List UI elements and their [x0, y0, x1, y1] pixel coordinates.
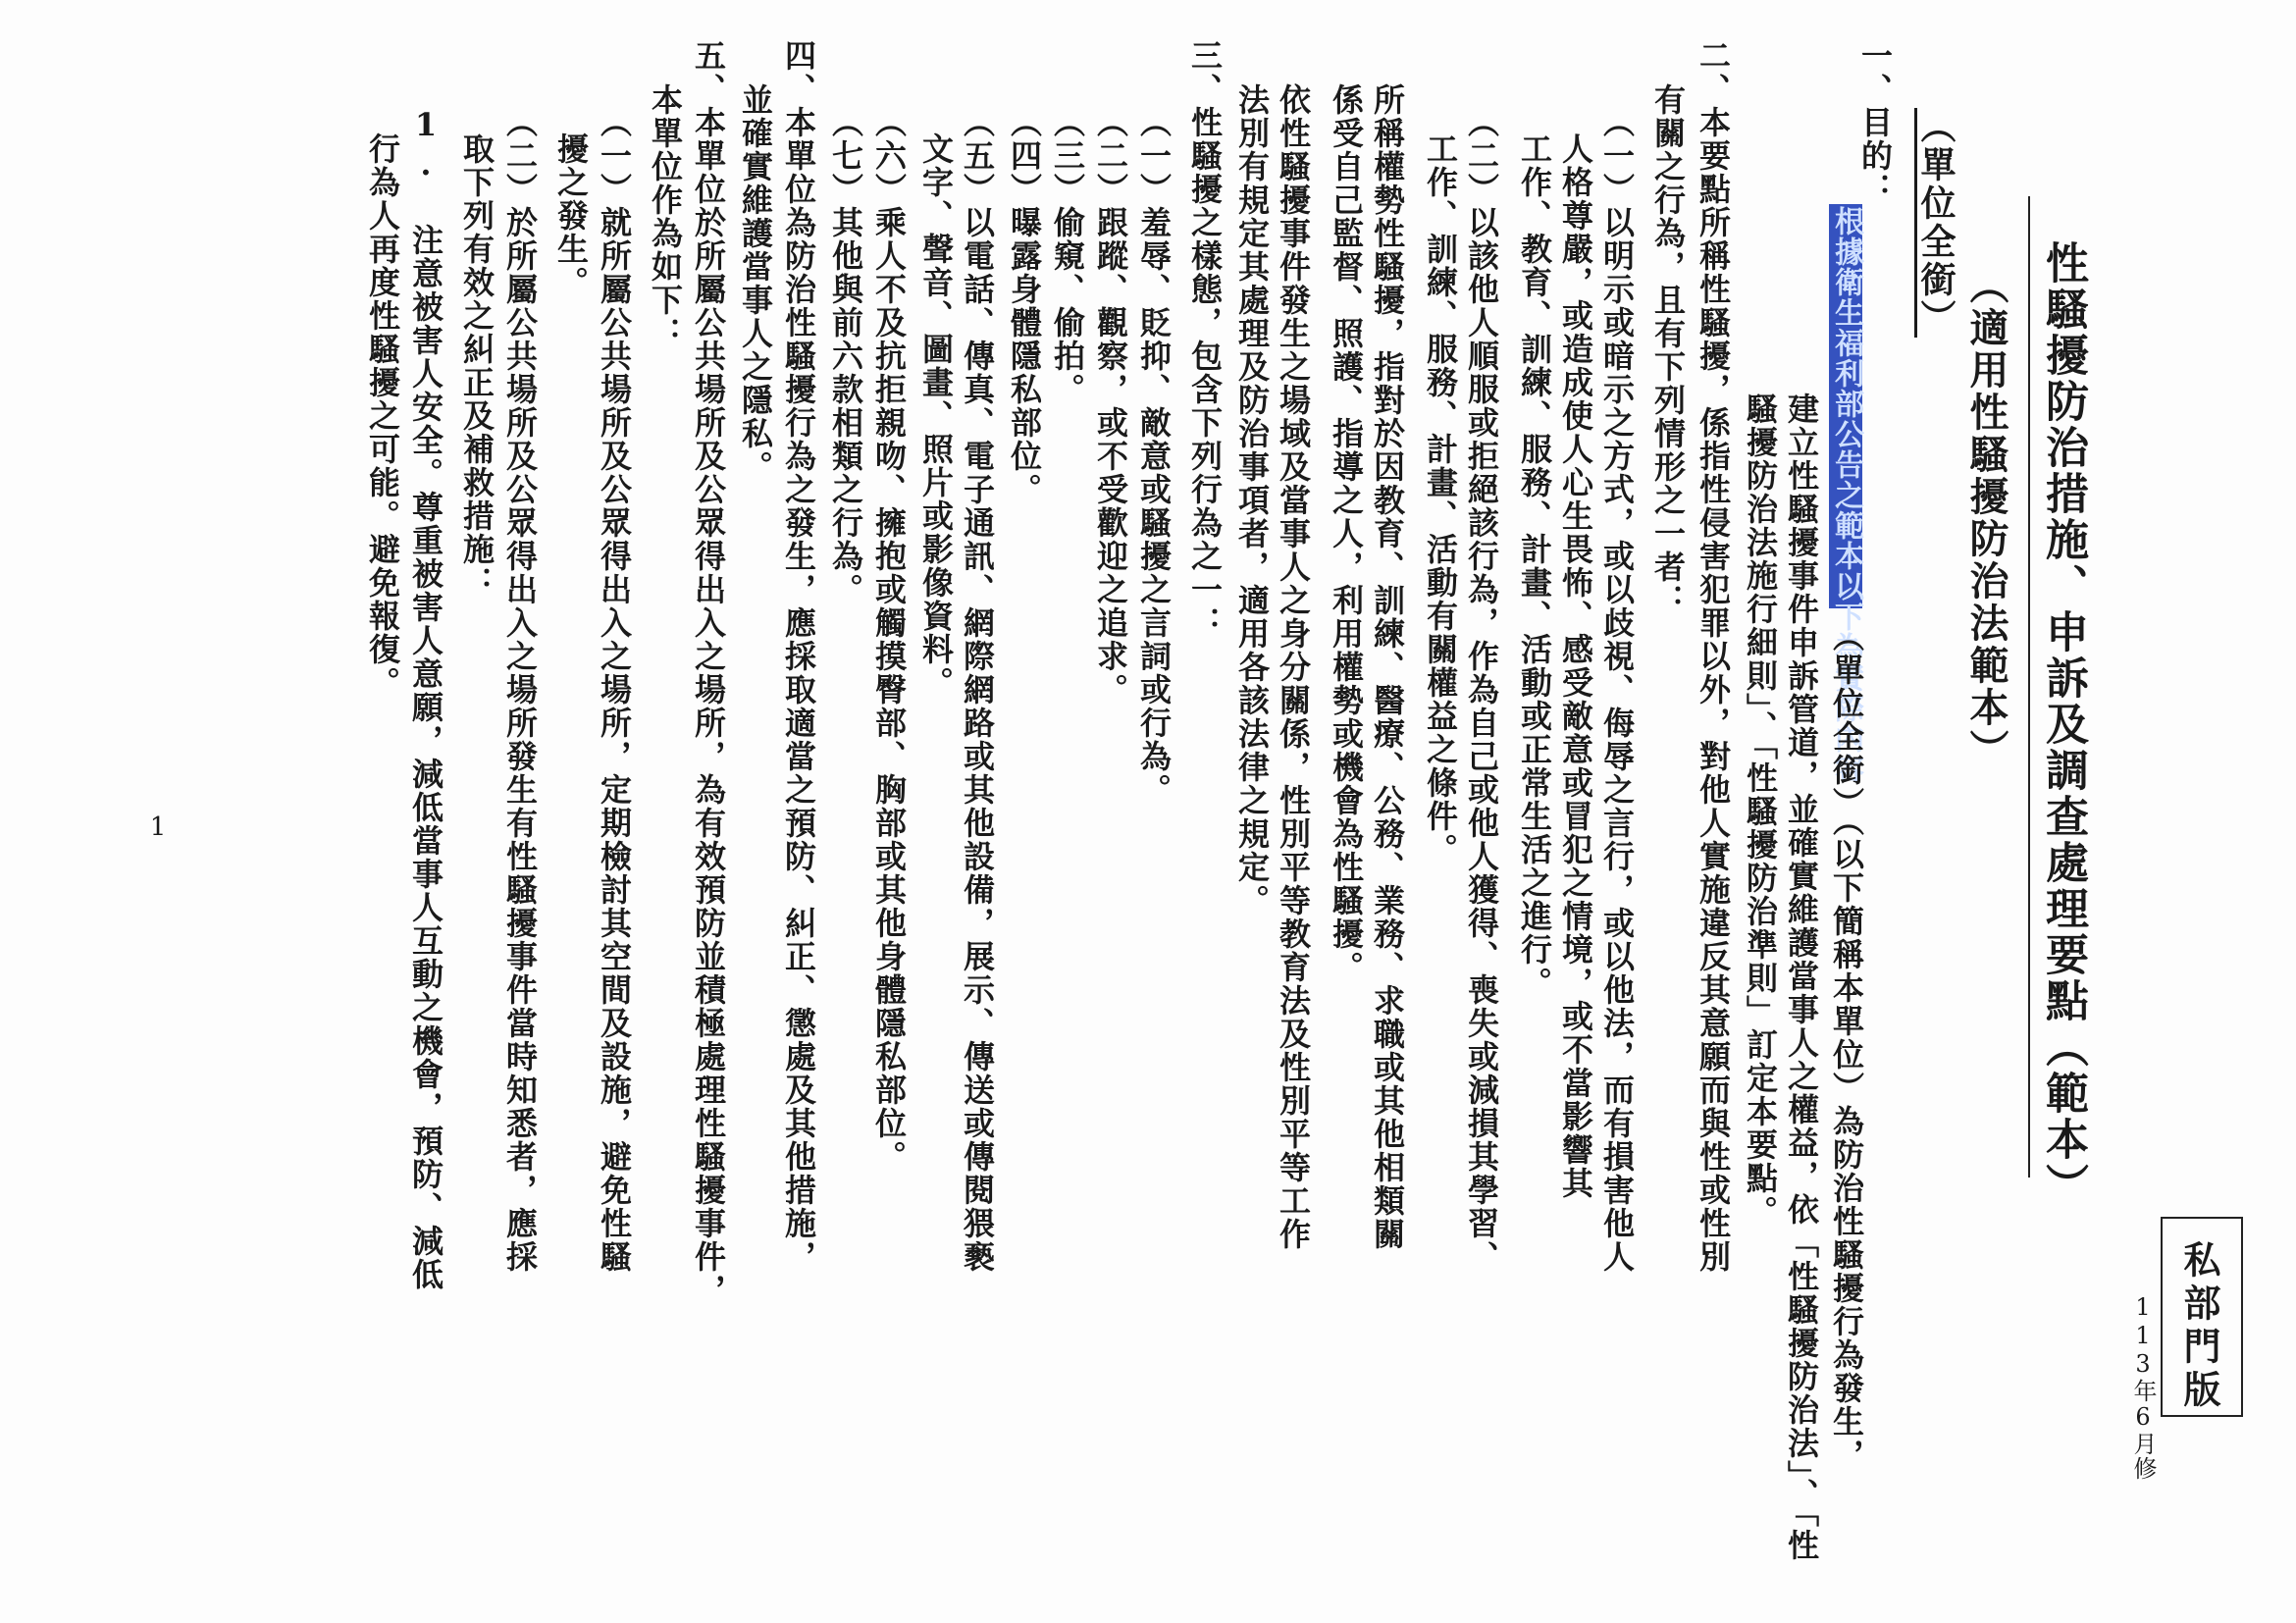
- version-stamp-text: 私部門版: [2177, 1240, 2221, 1413]
- page-number: 1: [143, 812, 173, 842]
- body-line: 四、本單位為防治性騷擾行為之發生，應採取適當之預防、糾正、懲處及其他措施，: [780, 39, 817, 1274]
- unit-full-name: （單位全銜）: [1915, 108, 1957, 338]
- header-rule: [2028, 196, 2030, 1178]
- document-title: 性騷擾防治措施、申訴及調查處理要點（範本）: [2038, 240, 2088, 1209]
- document-subtitle: （適用性騷擾防治法範本）: [1963, 265, 2009, 771]
- body-line: 三、性騷擾之樣態，包含下列行為之一：: [1186, 39, 1224, 640]
- body-line: 取下列有效之糾正及補救措施：: [458, 132, 496, 600]
- body-line: 1. 注意被害人安全。尊重被害人意願，減低當事人互動之機會，預防、減低: [407, 106, 444, 1291]
- body-line: 法別有規定其處理及防治事項者，適用各該法律之規定。: [1233, 83, 1271, 917]
- body-line: 工作、訓練、服務、計畫、活動有關權益之條件。: [1422, 132, 1459, 866]
- body-line: （四）曝露身體隱私部位。: [1006, 106, 1043, 506]
- body-line: 一、目的：: [1856, 39, 1894, 206]
- body-line: 並確實維護當事人之隱私。: [737, 83, 774, 484]
- body-line: （一）就所屬公共場所及公眾得出入之場所，定期檢討其空間及設施，避免性騷: [596, 106, 633, 1274]
- version-stamp: [2161, 1217, 2243, 1417]
- body-line: 五、本單位於所屬公共場所及公眾得出入之場所，為有效預防並積極處理性騷擾事件，: [690, 39, 727, 1307]
- body-line: 文字、聲音、圖畫、照片或影像資料。: [917, 132, 955, 700]
- body-line: 二、本要點所稱性騷擾，係指性侵害犯罪以外，對他人實施違反其意願而與性或性別: [1695, 39, 1732, 1274]
- highlight-text: 根據衛生福利部公告之範本以下為實際內容: [1829, 206, 1863, 784]
- body-line: （七）其他與前六款相類之行為。: [827, 106, 864, 606]
- body-line: 擾之發生。: [552, 132, 590, 299]
- body-line: （二）以該他人順服或拒絕該行為，作為自己或他人獲得、喪失或減損其學習、: [1463, 106, 1500, 1274]
- body-line: 人格尊嚴，或造成使人心生畏怖、感受敵意或冒犯之情境，或不當影響其: [1557, 132, 1594, 1200]
- body-line: （一）羞辱、貶抑、敵意或騷擾之言詞或行為。: [1135, 106, 1173, 807]
- body-line: 依性騷擾事件發生之場域及當事人之身分關係，性別平等教育法及性別平等工作: [1275, 83, 1312, 1251]
- body-line: 行為人再度性騷擾之可能。避免報復。: [364, 132, 401, 700]
- body-line: （五）以電話、傳真、電子通訊、網際網路或其他設備，展示、傳送或傳閱猥褻: [959, 106, 996, 1274]
- body-line: 工作、教育、訓練、服務、計畫、活動或正常生活之進行。: [1516, 132, 1553, 1000]
- body-line: （一）以明示或暗示之方式，或以歧視、侮辱之言行，或以他法，而有損害他人: [1598, 106, 1636, 1274]
- revision-date: 113年6月修: [2129, 1293, 2157, 1481]
- body-line: （二）於所屬公共場所及公眾得出入之場所發生有性騷擾事件當時知悉者，應採: [501, 106, 539, 1274]
- body-line: 有關之行為，且有下列情形之一者：: [1649, 83, 1687, 617]
- body-line: （二）跟蹤、觀察，或不受歡迎之追求。: [1092, 106, 1129, 707]
- body-line: 建立性騷擾事件申訴管道，並確實維護當事人之權益，依「性騷擾防治法」、「性: [1783, 393, 1820, 1562]
- body-line: （三）偷窺、偷拍。: [1049, 106, 1086, 406]
- body-line: 本單位作為如下：: [647, 83, 684, 350]
- body-line: 係受自己監督、照護、指導之人，利用權勢或機會為性騷擾。: [1328, 83, 1365, 984]
- body-line: （單位全銜）（以下簡稱本單位）為防治性騷擾行為發生，: [1828, 620, 1865, 1472]
- body-line: （六）乘人不及抗拒親吻、擁抱或觸摸臀部、胸部或其他身體隱私部位。: [870, 106, 908, 1174]
- body-line: 所稱權勢性騷擾，指對於因教育、訓練、醫療、公務、業務、求職或其他相類關: [1369, 83, 1406, 1251]
- body-line: 騷擾防治法施行細則」、「性騷擾防治準則」訂定本要點。: [1742, 393, 1779, 1229]
